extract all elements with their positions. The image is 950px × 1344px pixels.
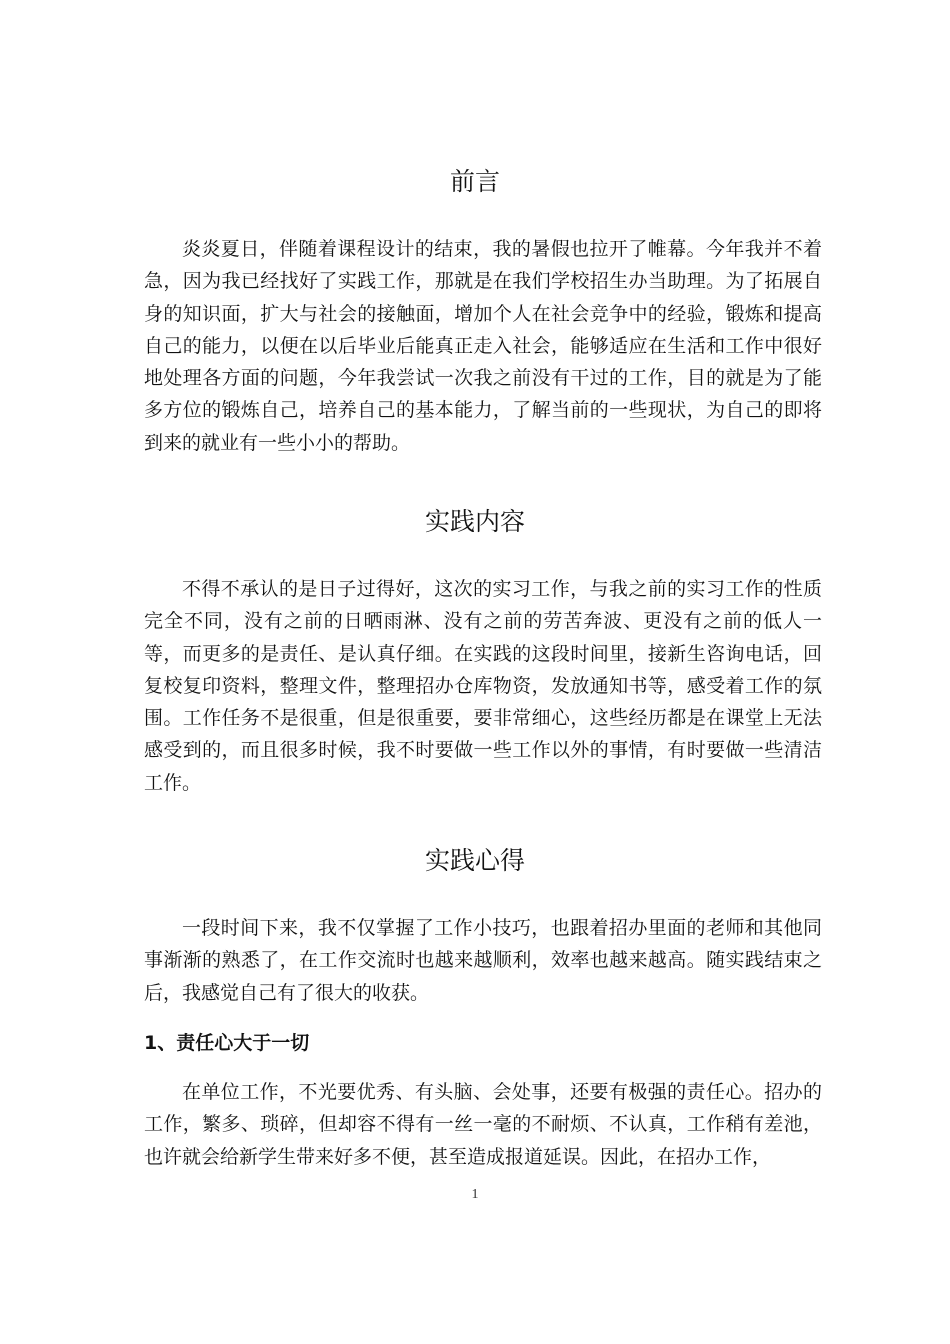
section-heading-practice-experience: 实践心得 <box>424 846 525 875</box>
subsection-paragraph-responsibility: 在单位工作，不光要优秀、有头脑、会处事，还要有极强的责任心。招办的工作，繁多、琐碎，但却容不得有一丝一毫的不耐烦、不认真，工作稍有差池，也许就会给新学生带来好多不便，甚至造成报道延误。因此，在招办工作， <box>144 1081 822 1168</box>
subsection-heading-responsibility: 1、责任心大于一切 <box>144 1032 310 1054</box>
section-heading-practice-content: 实践内容 <box>424 507 525 536</box>
page-number: 1 <box>471 1187 479 1202</box>
section-paragraph-practice-experience: 一段时间下来，我不仅掌握了工作小技巧，也跟着招办里面的老师和其他同事渐渐的熟悉了，在工作交流时也越来越顺利，效率也越来越高。随实践结束之后，我感觉自己有了很大的收获。 <box>144 917 822 1004</box>
section-heading-preface: 前言 <box>449 167 500 196</box>
section-paragraph-practice-content: 不得不承认的是日子过得好，这次的实习工作，与我之前的实习工作的性质完全不同，没有之前的日晒雨淋、没有之前的劳苦奔波、更没有之前的低人一等，而更多的是责任、是认真仔细。在实践的这段时间里，接新生咨询电话，回复校复印资料，整理文件，整理招办仓库物资，发放通知书等，感受着工作的氛围。工作任务不是很重，但是很重要，要非常细心，这些经历都是在课堂上无法感受到的，而且很多时候，我不时要做一些工作以外的事情，有时要做一些清洁工作。 <box>144 578 822 794</box>
section-paragraph-preface: 炎炎夏日，伴随着课程设计的结束，我的暑假也拉开了帷幕。今年我并不着急，因为我已经找好了实践工作，那就是在我们学校招生办当助理。为了拓展自身的知识面，扩大与社会的接触面，增加个人在社会竞争中的经验，锻炼和提高自己的能力，以便在以后毕业后能真正走入社会，能够适应在生活和工作中很好地处理各方面的问题，今年我尝试一次我之前没有干过的工作，目的就是为了能多方位的锻炼自己，培养自己的基本能力，了解当前的一些现状，为自己的即将到来的就业有一些小小的帮助。 <box>144 238 822 454</box>
